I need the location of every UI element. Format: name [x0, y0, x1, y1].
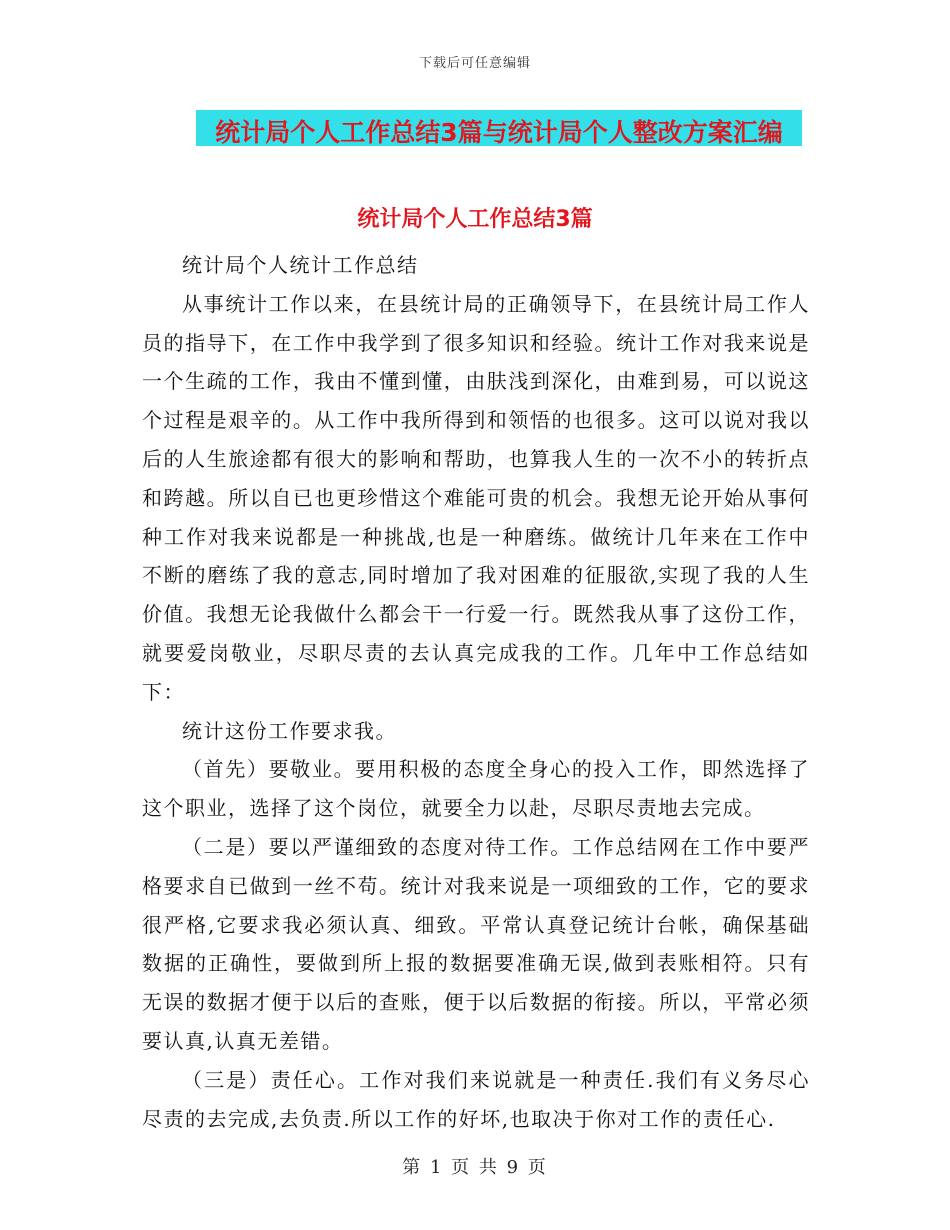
- paragraph: （三是）责任心。工作对我们来说就是一种责任.我们有义务尽心尽责的去完成,去负责.所以工作的好坏,也取决于你对工作的责任心.: [142, 1067, 810, 1131]
- paragraph-subtitle: 统计局个人统计工作总结: [182, 253, 419, 277]
- paragraph: 统计这份工作要求我。: [182, 718, 397, 743]
- document-title: 统计局个人工作总结3篇与统计局个人整改方案汇编: [215, 118, 783, 147]
- paragraph: （二是）要以严谨细致的态度对待工作。工作总结网在工作中要严格要求自已做到一丝不苟。统计对我来说是一项细致的工作，它的要求很严格,它要求我必须认真、细致。平常认真登记统计台帐，确保基础数据的正确性，要做到所上报的数据要准确无误,做到表账相符。只有无误的数据才便于以后的查账，便于以后数据的衔接。所以，平常必须要认真,认真无差错。: [142, 834, 810, 1053]
- paragraph: （首先）要敬业。要用积极的态度全身心的投入工作，即然选择了这个职业，选择了这个岗位，就要全力以赴，尽职尽责地去完成。: [142, 757, 810, 821]
- header-note: 下载后可任意编辑: [418, 56, 531, 71]
- section-title: 统计局个人工作总结3篇: [357, 207, 593, 232]
- document-body: [142, 246, 810, 1138]
- page-footer: 第 1 页 共 9 页: [402, 1157, 548, 1178]
- paragraph: 从事统计工作以来，在县统计局的正确领导下，在县统计局工作人员的指导下，在工作中我学到了很多知识和经验。统计工作对我来说是一个生疏的工作，我由不懂到懂，由肤浅到深化，由难到易，可以说这个过程是艰辛的。从工作中我所得到和领悟的也很多。这可以说对我以后的人生旅途都有很大的影响和帮助，也算我人生的一次不小的转折点和跨越。所以自已也更珍惜这个难能可贵的机会。我想无论开始从事何种工作对我来说都是一种挑战,也是一种磨练。做统计几年来在工作中不断的磨练了我的意志,同时增加了我对困难的征服欲,实现了我的人生价值。我想无论我做什么都会干一行爱一行。既然我从事了这份工作，就要爱岗敬业，尽职尽责的去认真完成我的工作。几年中工作总结如下：: [142, 291, 810, 704]
